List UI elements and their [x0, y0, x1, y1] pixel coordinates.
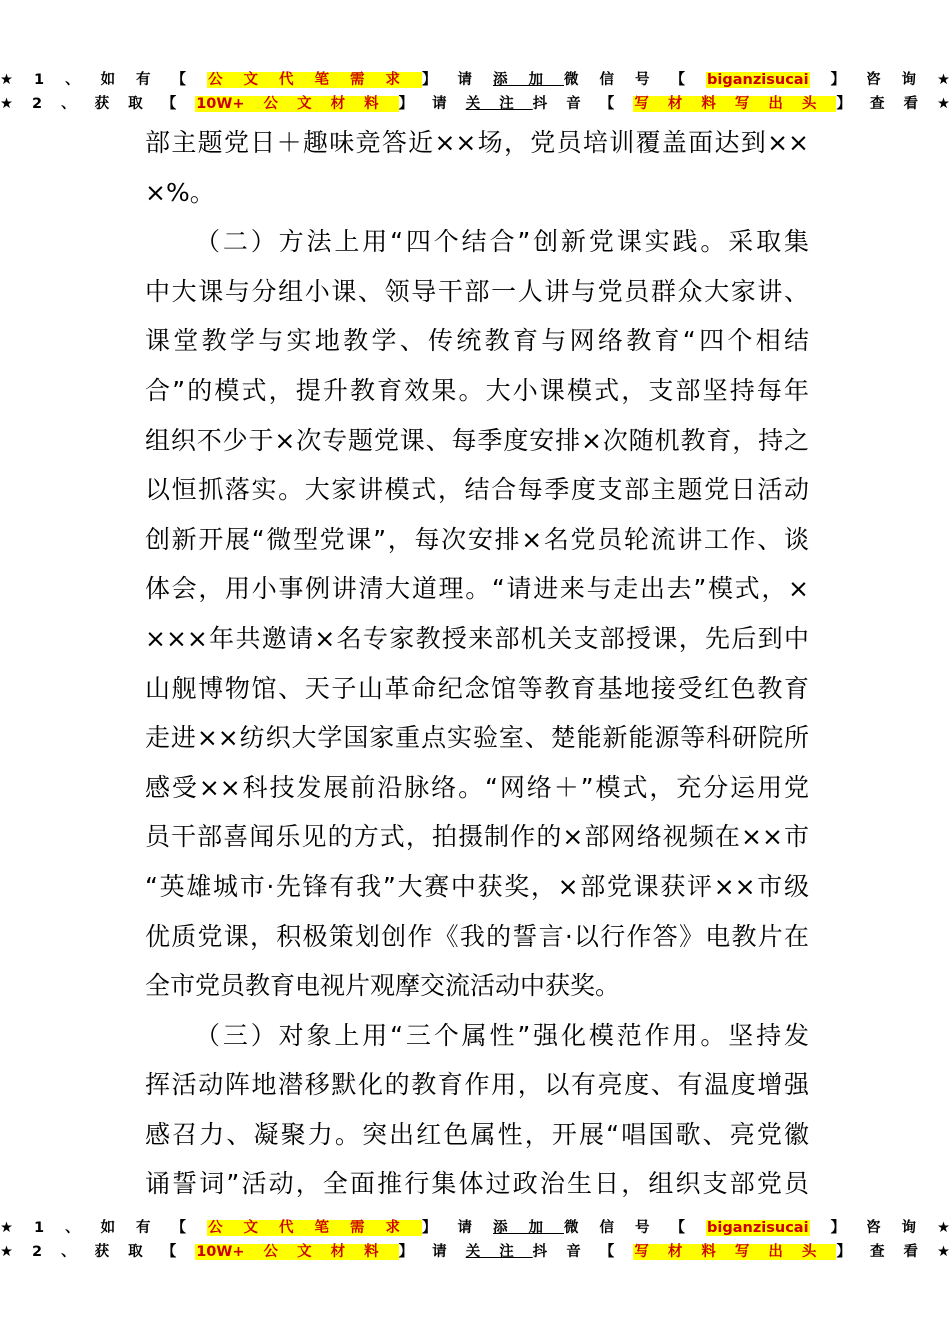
body-line: 员干部喜闻乐见的方式，拍摄制作的×部网络视频在××市	[145, 822, 809, 852]
body-line: 部主题党日＋趣味竞答近××场，党员培训覆盖面达到××	[145, 128, 809, 157]
banner-underlined-text: 关注	[465, 1244, 533, 1260]
body-line: ×%。	[145, 177, 215, 207]
banner-text: 】请	[398, 1244, 466, 1260]
body-line: 创新开展“微型党课”，每次安排×名党员轮流讲工作、谈	[145, 524, 809, 554]
highlight-service: 公文代笔需求	[208, 1220, 422, 1236]
highlight-materials: 10W+公文材料	[196, 96, 398, 112]
body-line: 感受××科技发展前沿脉络。“网络＋”模式，充分运用党	[145, 772, 809, 802]
body-line: 感召力、凝聚力。突出红色属性，开展“唱国歌、亮党徽	[145, 1119, 809, 1149]
banner-text: 】咨询★	[809, 72, 950, 88]
section-heading-line: （二）方法上用“四个结合”创新党课实践。采取集	[195, 227, 809, 257]
body-line: “英雄城市·先锋有我”大赛中获奖，×部党课获评××市级	[145, 871, 809, 901]
body-line: 挥活动阵地潜移默化的教育作用，以有亮度、有温度增强	[145, 1070, 809, 1100]
banner-text: 微信号【	[564, 1220, 707, 1236]
banner-text: ★2、获取【	[0, 96, 196, 112]
banner-text: 微信号【	[564, 72, 707, 88]
body-line: 以恒抓落实。大家讲模式，结合每季度支部主题党日活动	[145, 475, 809, 505]
body-line: 组织不少于×次专题党课、每季度安排×次随机教育，持之	[145, 425, 809, 455]
body-line: 课堂教学与实地教学、传统教育与网络教育“四个相结	[145, 326, 809, 356]
banner-line-2	[0, 1240, 950, 1264]
banner-text: 】请	[398, 96, 466, 112]
body-line: 体会，用小事例讲清大道理。“请进来与走出去”模式，×	[145, 574, 809, 604]
document-body	[145, 118, 809, 1209]
banner-line-1	[0, 1216, 950, 1240]
banner-text: 】咨询★	[809, 1220, 950, 1236]
banner-text: 】查看★	[836, 96, 950, 112]
body-line: 中大课与分组小课、领导干部一人讲与党员群众大家讲、	[145, 276, 809, 306]
banner-text: 】请	[422, 1220, 494, 1236]
banner-text: 】查看★	[836, 1244, 950, 1260]
body-line: 优质党课，积极策划创作《我的誓言·以行作答》电教片在	[145, 921, 809, 951]
highlight-wechat-id: biganzisucai	[707, 72, 809, 88]
highlight-douyin-account: 写材料写出头	[634, 1244, 836, 1260]
body-line: ×××年共邀请×名专家教授来部机关支部授课，先后到中	[145, 623, 809, 653]
body-line: 走进××纺织大学国家重点实验室、楚能新能源等科研院所	[145, 723, 809, 753]
banner-text: ★1、如有【	[0, 72, 208, 88]
banner-text: ★1、如有【	[0, 1220, 208, 1236]
banner-text: 抖音【	[532, 96, 634, 112]
body-line: 山舰博物馆、天子山革命纪念馆等教育基地接受红色教育	[145, 673, 809, 703]
banner-line-1	[0, 68, 950, 92]
highlight-wechat-id: biganzisucai	[707, 1220, 809, 1236]
banner-text: 抖音【	[532, 1244, 634, 1260]
body-line: 全市党员教育电视片观摩交流活动中获奖。	[145, 971, 621, 1001]
banner-line-2	[0, 92, 950, 116]
footer-banner	[0, 1216, 950, 1264]
banner-underlined-text: 关注	[465, 96, 533, 112]
banner-text: 】请	[422, 72, 494, 88]
banner-underlined-text: 添加	[493, 1220, 565, 1236]
body-line: 诵誓词”活动，全面推行集体过政治生日，组织支部党员	[145, 1169, 809, 1199]
highlight-materials: 10W+公文材料	[196, 1244, 398, 1260]
banner-text: ★2、获取【	[0, 1244, 196, 1260]
section-heading-line: （三）对象上用“三个属性”强化模范作用。坚持发	[195, 1020, 809, 1050]
highlight-douyin-account: 写材料写出头	[634, 96, 836, 112]
highlight-service: 公文代笔需求	[208, 72, 422, 88]
banner-underlined-text: 添加	[493, 72, 565, 88]
body-line: 合”的模式，提升教育效果。大小课模式，支部坚持每年	[145, 375, 809, 405]
header-banner	[0, 68, 950, 116]
